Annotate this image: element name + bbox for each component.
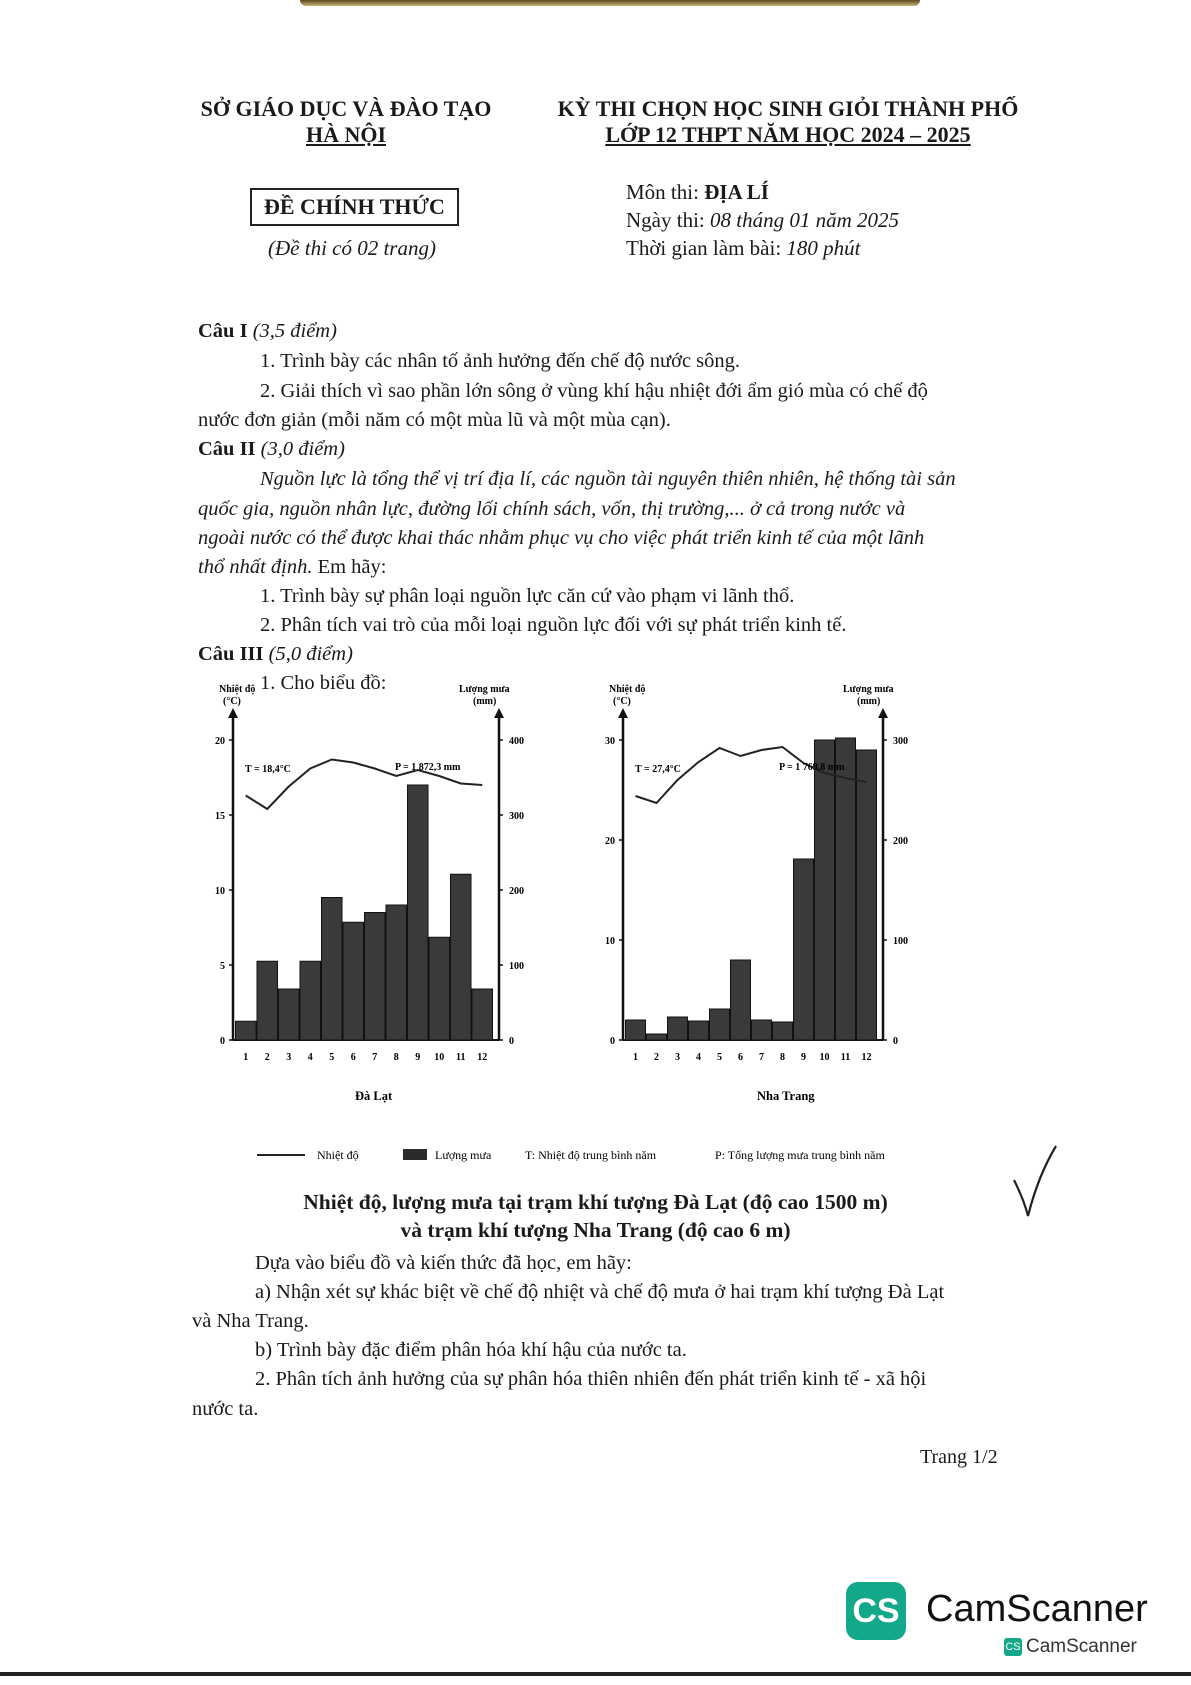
q3-heading (198, 639, 353, 669)
chart-caption-line2: và trạm khí tượng Nha Trang (độ cao 6 m) (400, 1218, 791, 1242)
rain-tick-label: 100 (509, 961, 524, 972)
temp-tick-label: 30 (605, 736, 615, 747)
time-label: Thời gian làm bài: (626, 236, 787, 260)
temp-axis-unit: (°C) (613, 696, 631, 707)
rain-axis-label: Lượng mưa (459, 684, 510, 695)
rain-axis-label: Lượng mưa (843, 684, 894, 695)
legend-p-note: P: Tổng lượng mưa trung bình năm (715, 1148, 885, 1162)
month-label: 10 (434, 1052, 445, 1063)
temp-axis-unit: (°C) (223, 696, 241, 707)
camscanner-logo-icon: CS (846, 1582, 906, 1640)
q1-item2-line2: nước đơn giản (mỗi năm có một mùa lũ và một mùa cạn). (198, 409, 671, 431)
rain-tick-label: 300 (893, 736, 908, 747)
department-city: HÀ NỘI (305, 122, 387, 147)
exam-title: KỲ THI CHỌN HỌC SINH GIỎI THÀNH PHỐ (557, 96, 1019, 121)
annotation-p: P = 1 872,3 mm (395, 762, 461, 773)
q2-quote-end: thổ nhất định. (198, 556, 313, 578)
month-label: 7 (372, 1052, 378, 1063)
temp-tick-label: 5 (220, 961, 225, 972)
annotation-t: T = 18,4°C (245, 764, 291, 775)
q2-quote-line3: ngoài nước có thể được khai thác nhằm phục vụ cho việc phát triển kinh tế của một lãnh (198, 527, 925, 549)
rain-bar (710, 1009, 730, 1040)
rain-bar (647, 1034, 667, 1040)
q3-instruction: Dựa vào biểu đồ và kiến thức đã học, em hãy: (255, 1252, 632, 1274)
rain-bar (386, 905, 407, 1040)
month-label: 12 (861, 1052, 872, 1063)
page-number: Trang 1/2 (920, 1446, 998, 1468)
station-label: Nha Trang (757, 1089, 815, 1103)
month-label: 10 (819, 1052, 830, 1063)
month-label: 11 (456, 1052, 466, 1063)
annotation-t: T = 27,4°C (635, 764, 681, 775)
time-value: 180 phút (786, 236, 861, 260)
month-label: 3 (675, 1052, 680, 1063)
rain-bar (300, 961, 321, 1040)
rain-bar (815, 740, 835, 1040)
camscanner-small-text: CamScanner (1026, 1636, 1137, 1657)
rain-bar (836, 738, 856, 1040)
rain-bar (365, 913, 386, 1041)
rain-bar (752, 1020, 772, 1040)
month-label: 4 (307, 1052, 313, 1063)
month-label: 6 (738, 1052, 743, 1063)
temp-axis-label: Nhiệt độ (609, 684, 646, 695)
rain-bar (408, 785, 429, 1040)
temp-axis-arrow-icon (228, 708, 238, 718)
camscanner-small-icon: CS (1004, 1638, 1022, 1656)
q3-points: (5,0 điểm) (268, 643, 353, 665)
rain-bar (429, 937, 450, 1040)
exam-info (626, 178, 899, 262)
exam-block (548, 96, 1028, 148)
temp-tick-label: 10 (215, 886, 225, 897)
q2-prompt: Em hãy: (312, 556, 387, 578)
rain-bar (668, 1017, 688, 1040)
rain-bar (279, 989, 300, 1040)
month-label: 9 (801, 1052, 806, 1063)
rain-bar (626, 1020, 646, 1040)
rain-bar (472, 989, 493, 1040)
checkmark-icon (1010, 1140, 1060, 1220)
month-label: 12 (477, 1052, 488, 1063)
q3-item1: 1. Cho biểu đồ: (260, 672, 387, 694)
rain-tick-label: 100 (893, 936, 908, 947)
scan-bottom-rule (0, 1672, 1191, 1676)
subject-value: ĐỊA LÍ (704, 180, 769, 204)
rain-bar (773, 1022, 793, 1040)
scan-top-edge (300, 0, 920, 6)
subject-label: Môn thi: (626, 180, 705, 204)
department-block (196, 96, 496, 148)
month-label: 8 (780, 1052, 785, 1063)
legend-rain-label: Lượng mưa (435, 1148, 492, 1162)
rain-axis-unit: (mm) (473, 696, 497, 707)
month-label: 4 (696, 1052, 701, 1063)
q2-item2: 2. Phân tích vai trò của mỗi loại nguồn lực đối với sự phát triển kinh tế. (260, 614, 847, 636)
q1-points: (3,5 điểm) (252, 320, 337, 342)
q1-heading (198, 316, 337, 346)
chart-legend (257, 1148, 885, 1162)
rain-bar (322, 898, 343, 1041)
month-label: 8 (393, 1052, 399, 1063)
rain-bar (857, 750, 877, 1040)
rain-bar (731, 960, 751, 1040)
rain-bar (257, 961, 278, 1040)
department-name: SỞ GIÁO DỤC VÀ ĐÀO TẠO (200, 96, 492, 121)
month-label: 2 (654, 1052, 659, 1063)
q2-quote-line4 (198, 552, 386, 582)
rain-tick-label: 200 (509, 886, 524, 897)
rain-bar (689, 1021, 709, 1040)
station-label: Đà Lạt (355, 1089, 393, 1103)
month-label: 1 (633, 1052, 638, 1063)
month-label: 2 (264, 1052, 270, 1063)
month-label: 5 (329, 1052, 335, 1063)
q2-title: Câu II (198, 438, 256, 460)
month-label: 9 (415, 1052, 421, 1063)
rain-bar (451, 874, 472, 1040)
annotation-p: P = 1 769,8 mm (779, 762, 845, 773)
month-label: 7 (759, 1052, 764, 1063)
q1-item1: 1. Trình bày các nhân tố ảnh hưởng đến chế độ nước sông. (260, 350, 741, 372)
month-label: 3 (286, 1052, 292, 1063)
temp-tick-label: 10 (605, 936, 615, 947)
chart-da-lat (215, 684, 524, 1103)
legend-temp-label: Nhiệt độ (317, 1148, 359, 1162)
q2-item1: 1. Trình bày sự phân loại nguồn lực căn cứ vào phạm vi lãnh thổ. (260, 585, 795, 607)
climate-charts (215, 684, 985, 1190)
q1-title: Câu I (198, 320, 248, 342)
month-label: 1 (243, 1052, 249, 1063)
q3-title: Câu III (198, 643, 264, 665)
exam-grade-year: LỚP 12 THPT NĂM HỌC 2024 – 2025 (605, 122, 971, 147)
rain-tick-label: 200 (893, 836, 908, 847)
rain-tick-label: 0 (893, 1036, 898, 1047)
q3-b: b) Trình bày đặc điểm phân hóa khí hậu của nước ta. (255, 1339, 687, 1361)
q3-item2-line1: 2. Phân tích ảnh hưởng của sự phân hóa thiên nhiên đến phát triển kinh tế - xã hội (255, 1368, 927, 1390)
temp-tick-label: 20 (215, 736, 225, 747)
month-label: 11 (840, 1052, 851, 1063)
legend-t-note: T: Nhiệt độ trung bình năm (525, 1148, 657, 1162)
date-label: Ngày thi: (626, 208, 710, 232)
rain-bar (794, 859, 814, 1040)
rain-axis-arrow-icon (494, 708, 504, 718)
month-label: 6 (350, 1052, 356, 1063)
q2-quote-line2: quốc gia, nguồn nhân lực, đường lối chính sách, vốn, thị trường,... ở cả trong nước và (198, 498, 906, 520)
temp-tick-label: 0 (220, 1036, 225, 1047)
q1-item2-line1: 2. Giải thích vì sao phần lớn sông ở vùng khí hậu nhiệt đới ẩm gió mùa có chế độ (260, 380, 928, 402)
date-value: 08 tháng 01 năm 2025 (710, 208, 899, 232)
q3-a-line2: và Nha Trang. (192, 1310, 309, 1332)
rain-tick-label: 400 (509, 736, 524, 747)
q3-a-line1: a) Nhận xét sự khác biệt về chế độ nhiệt và chế độ mưa ở hai trạm khí tượng Đà Lạt (255, 1281, 945, 1303)
rain-tick-label: 300 (509, 811, 524, 822)
temp-tick-label: 20 (605, 836, 615, 847)
rain-axis-unit: (mm) (857, 696, 881, 707)
q2-quote-line1: Nguồn lực là tổng thể vị trí địa lí, các nguồn tài nguyên thiên nhiên, hệ thống tài sản (260, 468, 956, 490)
rain-axis-arrow-icon (878, 708, 888, 718)
q3-item2-line2: nước ta. (192, 1398, 259, 1420)
camscanner-small-mark (1004, 1636, 1137, 1658)
rain-bar (343, 922, 364, 1040)
temp-axis-label: Nhiệt độ (219, 684, 256, 695)
camscanner-brand: CamScanner (926, 1588, 1148, 1630)
pages-note: (Đề thi có 02 trang) (268, 236, 436, 260)
temp-tick-label: 0 (610, 1036, 615, 1047)
official-label: ĐỀ CHÍNH THỨC (250, 188, 459, 226)
chart-nha-trang (605, 684, 908, 1103)
q2-points: (3,0 điểm) (260, 438, 345, 460)
rain-tick-label: 0 (509, 1036, 514, 1047)
legend-bar-icon (403, 1149, 427, 1160)
rain-bar (236, 1021, 257, 1040)
temp-axis-arrow-icon (618, 708, 628, 718)
chart-caption-line1: Nhiệt độ, lượng mưa tại trạm khí tượng Đà Lạt (độ cao 1500 m) (303, 1190, 888, 1214)
temp-tick-label: 15 (215, 811, 225, 822)
q2-heading (198, 434, 345, 464)
month-label: 5 (717, 1052, 722, 1063)
